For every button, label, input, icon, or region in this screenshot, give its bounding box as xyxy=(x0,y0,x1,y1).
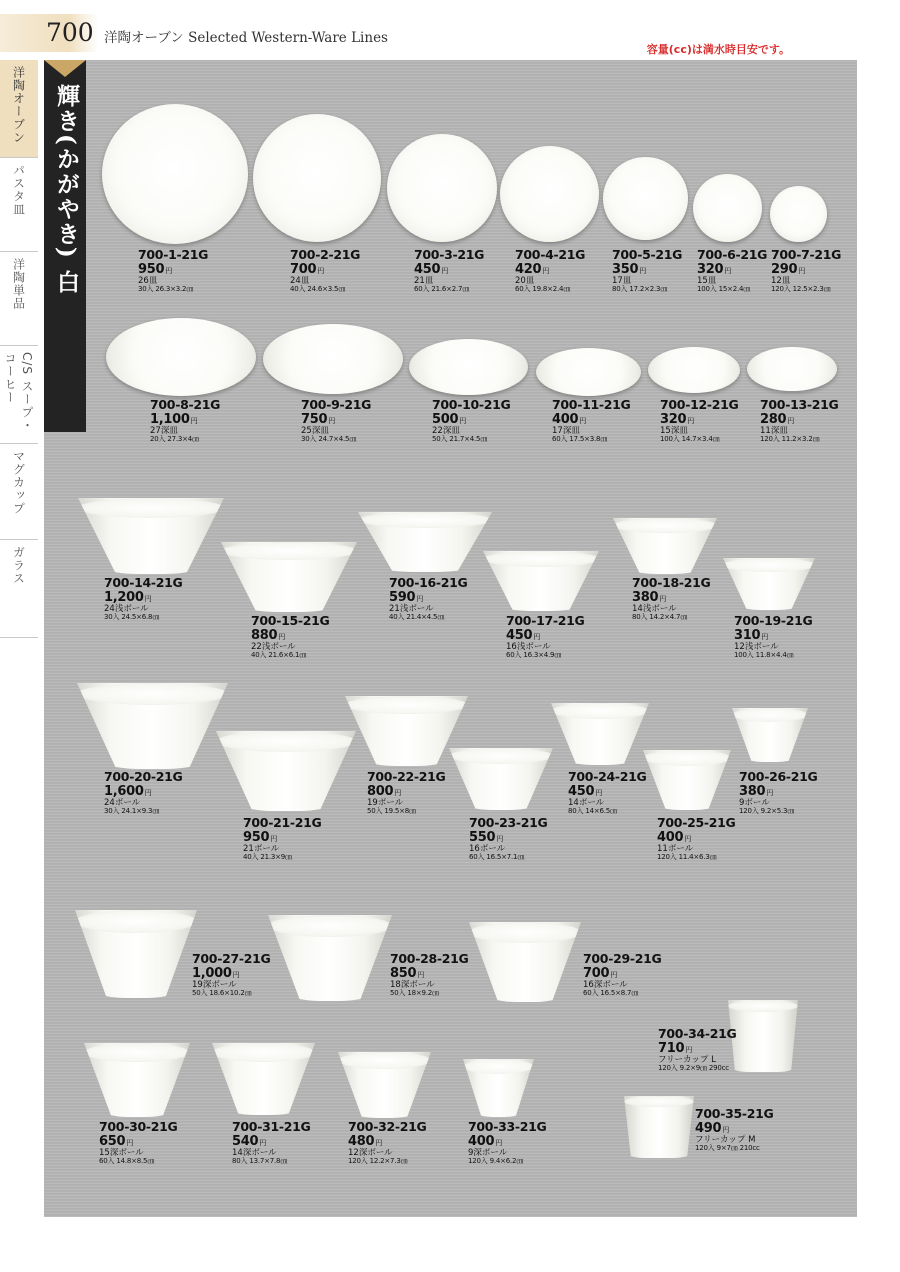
yen-unit: 円 xyxy=(126,1138,133,1147)
product-code: 700-20-21G xyxy=(104,769,183,784)
product-name: 12皿 xyxy=(771,275,791,286)
product-name: 16浅ボール xyxy=(506,641,551,652)
product-label xyxy=(660,399,739,443)
product-spec: 100入 11.8×4.4㎝ xyxy=(734,651,794,659)
product-label xyxy=(658,1028,737,1072)
product-label xyxy=(104,577,183,621)
product-price xyxy=(583,967,662,980)
product-spec: 50入 18×9.2㎝ xyxy=(390,989,439,997)
product-spec: 120入 9×7㎝ 210cc xyxy=(695,1144,760,1152)
product-name: 11ボール xyxy=(657,843,694,854)
product-name: 19ボール xyxy=(367,797,404,808)
product-label xyxy=(515,249,585,293)
product-name: 14ボール xyxy=(568,797,605,808)
price-value: 880 xyxy=(251,627,278,643)
product-price xyxy=(734,629,813,642)
price-value: 380 xyxy=(632,589,659,605)
side-tab-label: ガラス xyxy=(11,546,26,585)
product-code: 700-7-21G xyxy=(771,247,842,262)
yen-unit: 円 xyxy=(259,1138,266,1147)
page-title: 洋陶オーブン Selected Western-Ware Lines xyxy=(104,30,388,46)
product-image-700-13 xyxy=(747,347,837,391)
product-price xyxy=(290,263,360,276)
product-spec: 60入 17.5×3.8㎝ xyxy=(552,435,608,443)
yen-unit: 円 xyxy=(579,416,586,425)
product-image-700-10 xyxy=(409,339,528,395)
product-label xyxy=(301,399,371,443)
product-spec: 60入 14.8×8.5㎝ xyxy=(99,1157,155,1165)
price-value: 420 xyxy=(515,261,542,277)
product-name: 11深皿 xyxy=(760,425,788,436)
yen-unit: 円 xyxy=(270,834,277,843)
price-value: 450 xyxy=(506,627,533,643)
product-price xyxy=(138,263,208,276)
product-name: 17深皿 xyxy=(552,425,580,436)
product-price xyxy=(243,831,322,844)
product-spec: 40入 21.4×4.5㎝ xyxy=(389,613,445,621)
price-value: 950 xyxy=(138,261,165,277)
product-label xyxy=(697,249,767,293)
price-value: 500 xyxy=(432,411,459,427)
page-number: 700 xyxy=(0,14,98,52)
product-name: 9ボール xyxy=(739,797,770,808)
product-label xyxy=(771,249,841,293)
product-code: 700-6-21G xyxy=(697,247,768,262)
product-code: 700-32-21G xyxy=(348,1119,427,1134)
product-spec: 60入 19.8×2.4㎝ xyxy=(515,285,571,293)
product-code: 700-11-21G xyxy=(552,397,631,412)
product-code: 700-4-21G xyxy=(515,247,586,262)
product-name: 21ボール xyxy=(243,843,280,854)
product-label xyxy=(232,1121,311,1165)
product-image-700-9 xyxy=(263,324,403,394)
product-code: 700-31-21G xyxy=(232,1119,311,1134)
product-label xyxy=(739,771,818,815)
product-price xyxy=(697,263,767,276)
yen-unit: 円 xyxy=(684,834,691,843)
product-price xyxy=(99,1135,178,1148)
product-price xyxy=(389,591,468,604)
price-value: 1,600 xyxy=(104,783,144,799)
product-code: 700-19-21G xyxy=(734,613,813,628)
yen-unit: 円 xyxy=(144,788,152,797)
product-code: 700-18-21G xyxy=(632,575,711,590)
product-code: 700-12-21G xyxy=(660,397,739,412)
price-value: 710 xyxy=(658,1040,685,1056)
yen-unit: 円 xyxy=(496,834,503,843)
product-code: 700-2-21G xyxy=(290,247,361,262)
product-price xyxy=(348,1135,427,1148)
product-name: 21皿 xyxy=(414,275,434,286)
product-code: 700-22-21G xyxy=(367,769,446,784)
side-tab-label: C/S スープ・コーヒー xyxy=(3,352,34,432)
product-name: 15深皿 xyxy=(660,425,688,436)
product-code: 700-13-21G xyxy=(760,397,839,412)
product-code: 700-8-21G xyxy=(150,397,221,412)
price-value: 800 xyxy=(367,783,394,799)
product-label xyxy=(552,399,631,443)
product-label xyxy=(568,771,647,815)
product-spec: 30入 26.3×3.2㎝ xyxy=(138,285,194,293)
yen-unit: 円 xyxy=(610,970,617,979)
yen-unit: 円 xyxy=(639,266,646,275)
product-code: 700-5-21G xyxy=(612,247,683,262)
product-price xyxy=(632,591,711,604)
product-spec: 60入 16.5×7.1㎝ xyxy=(469,853,525,861)
yen-unit: 円 xyxy=(232,970,240,979)
product-price xyxy=(432,413,511,426)
product-price xyxy=(104,591,183,604)
product-label xyxy=(192,953,271,997)
product-spec: 100入 15×2.4㎝ xyxy=(697,285,751,293)
product-spec: 120入 12.2×7.3㎝ xyxy=(348,1157,408,1165)
price-value: 400 xyxy=(468,1133,495,1149)
price-value: 350 xyxy=(612,261,639,277)
product-spec: 120入 12.5×2.3㎝ xyxy=(771,285,831,293)
product-code: 700-9-21G xyxy=(301,397,372,412)
yen-unit: 円 xyxy=(685,1045,692,1054)
product-price xyxy=(612,263,682,276)
product-price xyxy=(367,785,446,798)
product-spec: 30入 24.1×9.3㎝ xyxy=(104,807,160,815)
product-code: 700-30-21G xyxy=(99,1119,178,1134)
product-code: 700-29-21G xyxy=(583,951,662,966)
product-image-700-12 xyxy=(648,347,740,393)
product-label xyxy=(348,1121,427,1165)
product-name: 27深皿 xyxy=(150,425,178,436)
product-label xyxy=(150,399,220,443)
yen-unit: 円 xyxy=(417,970,424,979)
product-price xyxy=(468,1135,547,1148)
price-value: 540 xyxy=(232,1133,259,1149)
product-name: 15皿 xyxy=(697,275,717,286)
product-code: 700-21-21G xyxy=(243,815,322,830)
product-price xyxy=(232,1135,311,1148)
side-tab-label: 洋陶オーブン xyxy=(11,66,26,144)
product-label xyxy=(243,817,322,861)
product-image-700-7 xyxy=(770,186,827,242)
product-name: 24ボール xyxy=(104,797,141,808)
product-label xyxy=(389,577,468,621)
product-spec: 80入 14×6.5㎝ xyxy=(568,807,617,815)
yen-unit: 円 xyxy=(761,632,768,641)
product-spec: 80入 17.2×2.3㎝ xyxy=(612,285,668,293)
product-name: 9深ボール xyxy=(468,1147,508,1158)
price-value: 700 xyxy=(583,965,610,981)
product-spec: 40入 21.3×9㎝ xyxy=(243,853,292,861)
product-code: 700-35-21G xyxy=(695,1106,774,1121)
product-name: 19深ボール xyxy=(192,979,237,990)
product-label xyxy=(251,615,330,659)
side-tab-pasta-plate[interactable] xyxy=(0,158,38,252)
product-label xyxy=(657,817,736,861)
price-value: 290 xyxy=(771,261,798,277)
yen-unit: 円 xyxy=(144,594,152,603)
product-name: 18深ボール xyxy=(390,979,435,990)
product-label xyxy=(506,615,585,659)
product-name: 15深ボール xyxy=(99,1147,144,1158)
price-value: 950 xyxy=(243,829,270,845)
product-label xyxy=(632,577,711,621)
price-value: 850 xyxy=(390,965,417,981)
product-spec: 100入 14.7×3.4㎝ xyxy=(660,435,720,443)
yen-unit: 円 xyxy=(394,788,401,797)
price-value: 1,200 xyxy=(104,589,144,605)
yen-unit: 円 xyxy=(328,416,335,425)
product-spec: 120入 9.2×9㎝ 290cc xyxy=(658,1064,729,1072)
side-tab-label: 洋陶単品 xyxy=(11,258,26,310)
yen-unit: 円 xyxy=(722,1125,729,1134)
price-value: 550 xyxy=(469,829,496,845)
product-price xyxy=(301,413,371,426)
product-spec: 50入 18.6×10.2㎝ xyxy=(192,989,252,997)
yen-unit: 円 xyxy=(533,632,540,641)
product-name: 25深皿 xyxy=(301,425,329,436)
product-code: 700-24-21G xyxy=(568,769,647,784)
product-price xyxy=(760,413,839,426)
yen-unit: 円 xyxy=(542,266,549,275)
price-value: 450 xyxy=(414,261,441,277)
product-code: 700-33-21G xyxy=(468,1119,547,1134)
product-label xyxy=(469,817,548,861)
product-price xyxy=(660,413,739,426)
product-price xyxy=(506,629,585,642)
product-code: 700-3-21G xyxy=(414,247,485,262)
product-name: 16深ボール xyxy=(583,979,628,990)
product-code: 700-1-21G xyxy=(138,247,209,262)
product-label xyxy=(760,399,839,443)
product-label xyxy=(290,249,360,293)
product-label xyxy=(104,771,183,815)
product-code: 700-26-21G xyxy=(739,769,818,784)
product-image-700-3 xyxy=(387,134,497,242)
product-name: 12浅ボール xyxy=(734,641,779,652)
product-image-700-6 xyxy=(693,174,762,242)
capacity-note: 容量(cc)は満水時目安です。 xyxy=(646,43,790,56)
product-name: 14深ボール xyxy=(232,1147,277,1158)
product-spec: 80入 13.7×7.8㎝ xyxy=(232,1157,288,1165)
product-spec: 120入 9.2×5.3㎝ xyxy=(739,807,795,815)
price-value: 400 xyxy=(657,829,684,845)
product-name: フリーカップ M xyxy=(695,1134,756,1145)
product-spec: 60入 16.5×8.7㎝ xyxy=(583,989,639,997)
product-label xyxy=(468,1121,547,1165)
product-image-700-5 xyxy=(603,157,688,240)
product-spec: 60入 16.3×4.9㎝ xyxy=(506,651,562,659)
product-label xyxy=(734,615,813,659)
price-value: 480 xyxy=(348,1133,375,1149)
price-value: 750 xyxy=(301,411,328,427)
price-value: 590 xyxy=(389,589,416,605)
product-label xyxy=(138,249,208,293)
price-value: 310 xyxy=(734,627,761,643)
price-value: 1,100 xyxy=(150,411,190,427)
yen-unit: 円 xyxy=(416,594,423,603)
side-tab-yoto-single[interactable] xyxy=(0,252,38,346)
product-image-700-35 xyxy=(624,1096,694,1158)
product-spec: 40入 24.6×3.5㎝ xyxy=(290,285,346,293)
yen-unit: 円 xyxy=(459,416,466,425)
product-code: 700-16-21G xyxy=(389,575,468,590)
product-code: 700-23-21G xyxy=(469,815,548,830)
yen-unit: 円 xyxy=(375,1138,382,1147)
product-name: 14浅ボール xyxy=(632,603,677,614)
price-value: 400 xyxy=(552,411,579,427)
product-code: 700-14-21G xyxy=(104,575,183,590)
product-image-700-34 xyxy=(728,1000,798,1072)
product-name: 24浅ボール xyxy=(104,603,149,614)
price-value: 490 xyxy=(695,1120,722,1136)
side-tab-glass[interactable] xyxy=(0,540,38,638)
product-image-700-8 xyxy=(106,318,256,396)
yen-unit: 円 xyxy=(659,594,666,603)
product-code: 700-27-21G xyxy=(192,951,271,966)
price-value: 1,000 xyxy=(192,965,232,981)
product-price xyxy=(568,785,647,798)
product-image-700-11 xyxy=(536,348,641,396)
product-spec: 30入 24.7×4.5㎝ xyxy=(301,435,357,443)
product-spec: 20入 27.3×4㎝ xyxy=(150,435,199,443)
product-name: 24皿 xyxy=(290,275,310,286)
product-name: 17皿 xyxy=(612,275,632,286)
product-price xyxy=(150,413,220,426)
product-code: 700-17-21G xyxy=(506,613,585,628)
product-price xyxy=(515,263,585,276)
price-value: 280 xyxy=(760,411,787,427)
side-tab-cup-saucer[interactable] xyxy=(0,346,38,444)
yen-unit: 円 xyxy=(787,416,794,425)
product-spec: 50入 21.7×4.5㎝ xyxy=(432,435,488,443)
product-label xyxy=(414,249,484,293)
product-name: フリーカップ L xyxy=(658,1054,716,1065)
product-image-700-2 xyxy=(253,114,381,242)
yen-unit: 円 xyxy=(798,266,805,275)
product-price xyxy=(192,967,271,980)
side-tab-label: パスタ皿 xyxy=(11,164,26,216)
product-spec: 120入 9.4×6.2㎝ xyxy=(468,1157,524,1165)
yen-unit: 円 xyxy=(724,266,731,275)
price-value: 700 xyxy=(290,261,317,277)
price-value: 380 xyxy=(739,783,766,799)
product-price xyxy=(739,785,818,798)
product-label xyxy=(99,1121,178,1165)
product-spec: 80入 14.2×4.7㎝ xyxy=(632,613,688,621)
product-price xyxy=(658,1042,737,1055)
product-name: 16ボール xyxy=(469,843,506,854)
product-code: 700-34-21G xyxy=(658,1026,737,1041)
product-code: 700-25-21G xyxy=(657,815,736,830)
yen-unit: 円 xyxy=(687,416,694,425)
product-spec: 120入 11.2×3.2㎝ xyxy=(760,435,820,443)
product-name: 12深ボール xyxy=(348,1147,393,1158)
product-spec: 40入 21.6×6.1㎝ xyxy=(251,651,307,659)
price-value: 320 xyxy=(697,261,724,277)
product-label xyxy=(432,399,511,443)
product-label xyxy=(583,953,662,997)
price-value: 320 xyxy=(660,411,687,427)
side-tab-mug-cup[interactable] xyxy=(0,444,38,540)
product-price xyxy=(390,967,469,980)
product-price xyxy=(657,831,736,844)
side-tab-label: マグカップ xyxy=(11,450,26,515)
product-name: 21浅ボール xyxy=(389,603,434,614)
product-price xyxy=(552,413,631,426)
yen-unit: 円 xyxy=(441,266,448,275)
band-arrow-icon xyxy=(44,60,86,77)
product-spec: 30入 24.5×6.8㎝ xyxy=(104,613,160,621)
product-price xyxy=(469,831,548,844)
product-code: 700-15-21G xyxy=(251,613,330,628)
product-label xyxy=(367,771,446,815)
product-price xyxy=(251,629,330,642)
yen-unit: 円 xyxy=(190,416,198,425)
price-value: 450 xyxy=(568,783,595,799)
yen-unit: 円 xyxy=(278,632,285,641)
product-name: 20皿 xyxy=(515,275,535,286)
product-price xyxy=(104,785,183,798)
product-code: 700-28-21G xyxy=(390,951,469,966)
series-name: 輝き(かがやき) 白 xyxy=(53,84,80,295)
product-label xyxy=(390,953,469,997)
product-spec: 120入 11.4×6.3㎝ xyxy=(657,853,717,861)
side-tab-yoto-oven[interactable] xyxy=(0,60,38,158)
product-price xyxy=(695,1122,774,1135)
product-price xyxy=(771,263,841,276)
product-label xyxy=(695,1108,774,1152)
product-spec: 50入 19.5×8㎝ xyxy=(367,807,416,815)
price-value: 650 xyxy=(99,1133,126,1149)
product-name: 22浅ボール xyxy=(251,641,296,652)
product-code: 700-10-21G xyxy=(432,397,511,412)
product-price xyxy=(414,263,484,276)
product-name: 22深皿 xyxy=(432,425,460,436)
product-spec: 60入 21.6×2.7㎝ xyxy=(414,285,470,293)
yen-unit: 円 xyxy=(495,1138,502,1147)
yen-unit: 円 xyxy=(317,266,324,275)
product-image-700-1 xyxy=(102,104,248,244)
yen-unit: 円 xyxy=(595,788,602,797)
yen-unit: 円 xyxy=(766,788,773,797)
product-label xyxy=(612,249,682,293)
yen-unit: 円 xyxy=(165,266,172,275)
product-name: 26皿 xyxy=(138,275,158,286)
product-image-700-4 xyxy=(500,146,599,242)
